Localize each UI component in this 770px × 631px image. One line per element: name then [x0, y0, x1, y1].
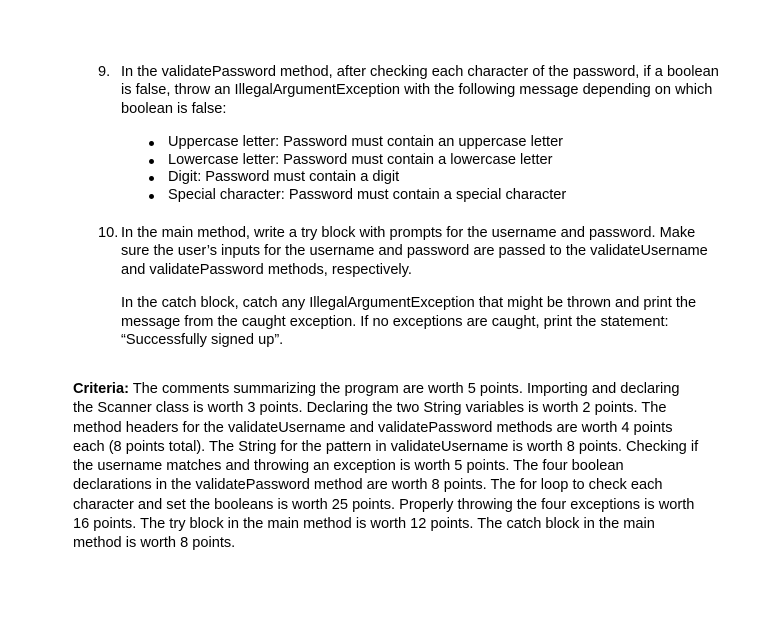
step-text	[121, 224, 721, 349]
grading-criteria	[73, 380, 703, 554]
step-10-paragraph-1: In the main method, write a try block with prompts for the username and password. Make sure the user’s inputs for the username and password are passed to the validateUsername and validatePassword methods, respectively.	[121, 225, 708, 278]
step-text	[121, 63, 721, 118]
list-item: Lowercase letter: Password must contain a lowercase letter	[146, 152, 566, 170]
bullet-icon	[149, 159, 154, 164]
bullet-icon	[149, 176, 154, 181]
bullet-icon	[149, 194, 154, 199]
list-item: Digit: Password must contain a digit	[146, 169, 566, 187]
list-item: Special character: Password must contain a special character	[146, 187, 566, 205]
criteria-text: The comments summarizing the program are worth 5 points. Importing and declaring the Scanner class is worth 3 points. Declaring the two String variables is worth 2 points. The method headers for the validateUsername and validatePassword methods are worth 4 points each (8 points total). The String for the pattern in validateUsername is worth 8 points. Checking if the username matches and throwing an exception is worth 5 points. The four boolean declarations in the validatePassword method are worth 8 points. The for loop to check each character and set the booleans is worth 25 points. Properly throwing the four exceptions is worth 16 points. The try block in the main method is worth 12 points. The catch block in the main method is worth 8 points.	[73, 381, 699, 552]
bullet-icon	[149, 141, 154, 146]
criteria-label: Criteria:	[73, 381, 129, 397]
step-number: 9.	[98, 64, 111, 80]
step-10-paragraph-2: In the catch block, catch any IllegalArgumentException that might be thrown and print the message from the caught exception. If no exceptions are caught, print the statement: “Successfully signed up”.	[121, 295, 697, 349]
step-9-paragraph: In the validatePassword method, after checking each character of the password, if a boolean is false, throw an IllegalArgumentException with the following message depending on which boolean is false:	[121, 64, 719, 117]
error-message-list	[146, 134, 566, 204]
list-item: Uppercase letter: Password must contain an uppercase letter	[146, 134, 566, 152]
step-number: 10.	[98, 225, 119, 241]
